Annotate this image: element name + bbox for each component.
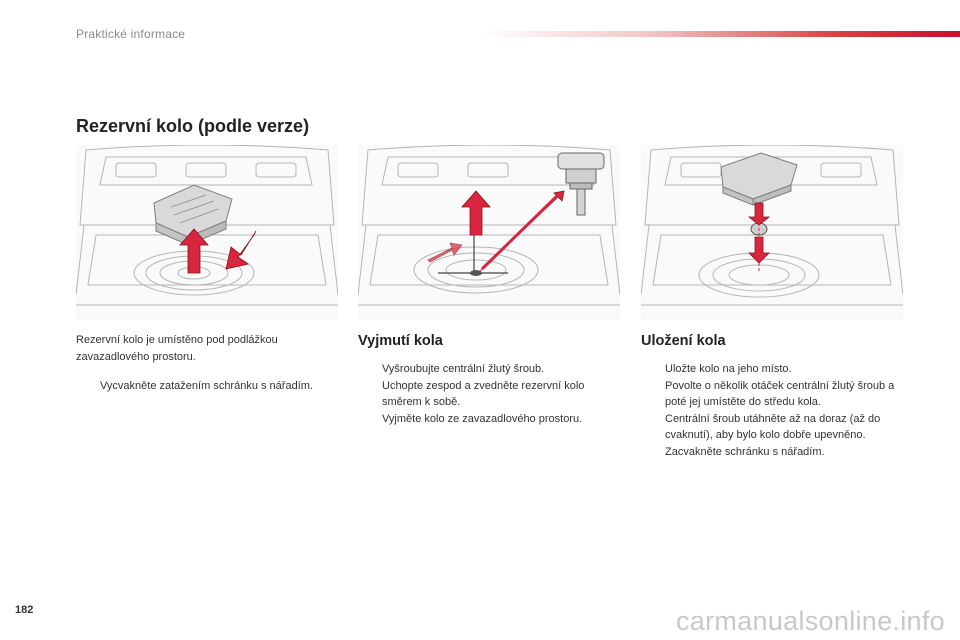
stowing-column <box>641 332 903 460</box>
list-item: Povolte o několik otáček centrální žlutý šroub a poté jej umístěte do středu kola. <box>665 379 895 408</box>
watermark: carmanualsonline.info <box>676 606 945 636</box>
stowing-steps <box>641 361 903 460</box>
list-item: Uložte kolo na jeho místo. <box>665 363 792 375</box>
list-item: Uchopte zespod a zvedněte rezervní kolo směrem k sobě. <box>382 379 585 408</box>
trunk-toolbox-illustration <box>76 145 338 320</box>
wheel-removal-illustration <box>358 145 620 320</box>
intro-column <box>76 332 338 395</box>
page-number: 182 <box>15 604 34 616</box>
removal-steps <box>358 361 620 427</box>
removal-column <box>358 332 620 427</box>
removal-heading: Vyjmutí kola <box>358 333 443 349</box>
list-item: Vyjměte kolo ze zavazadlového prostoru. <box>382 412 583 425</box>
list-item: Vycvakněte zatažením schránku s nářadím. <box>100 380 313 392</box>
list-item: Zacvakněte schránku s nářadím. <box>665 445 825 458</box>
section-title: Rezervní kolo (podle verze) <box>76 116 310 136</box>
wheel-stowing-illustration <box>641 145 903 320</box>
stowing-heading: Uložení kola <box>641 333 726 349</box>
header-accent-bar <box>480 31 960 37</box>
intro-text: Rezervní kolo je umístěno pod podlážkou zavazadlového prostoru. <box>76 334 278 363</box>
list-item: Vyšroubujte centrální žlutý šroub. <box>382 363 545 375</box>
intro-steps <box>76 378 338 395</box>
list-item: Centrální šroub utáhněte až na doraz (až do cvaknutí), aby bylo kolo dobře upevněno. <box>665 412 881 441</box>
header-title: Praktické informace <box>76 27 186 41</box>
